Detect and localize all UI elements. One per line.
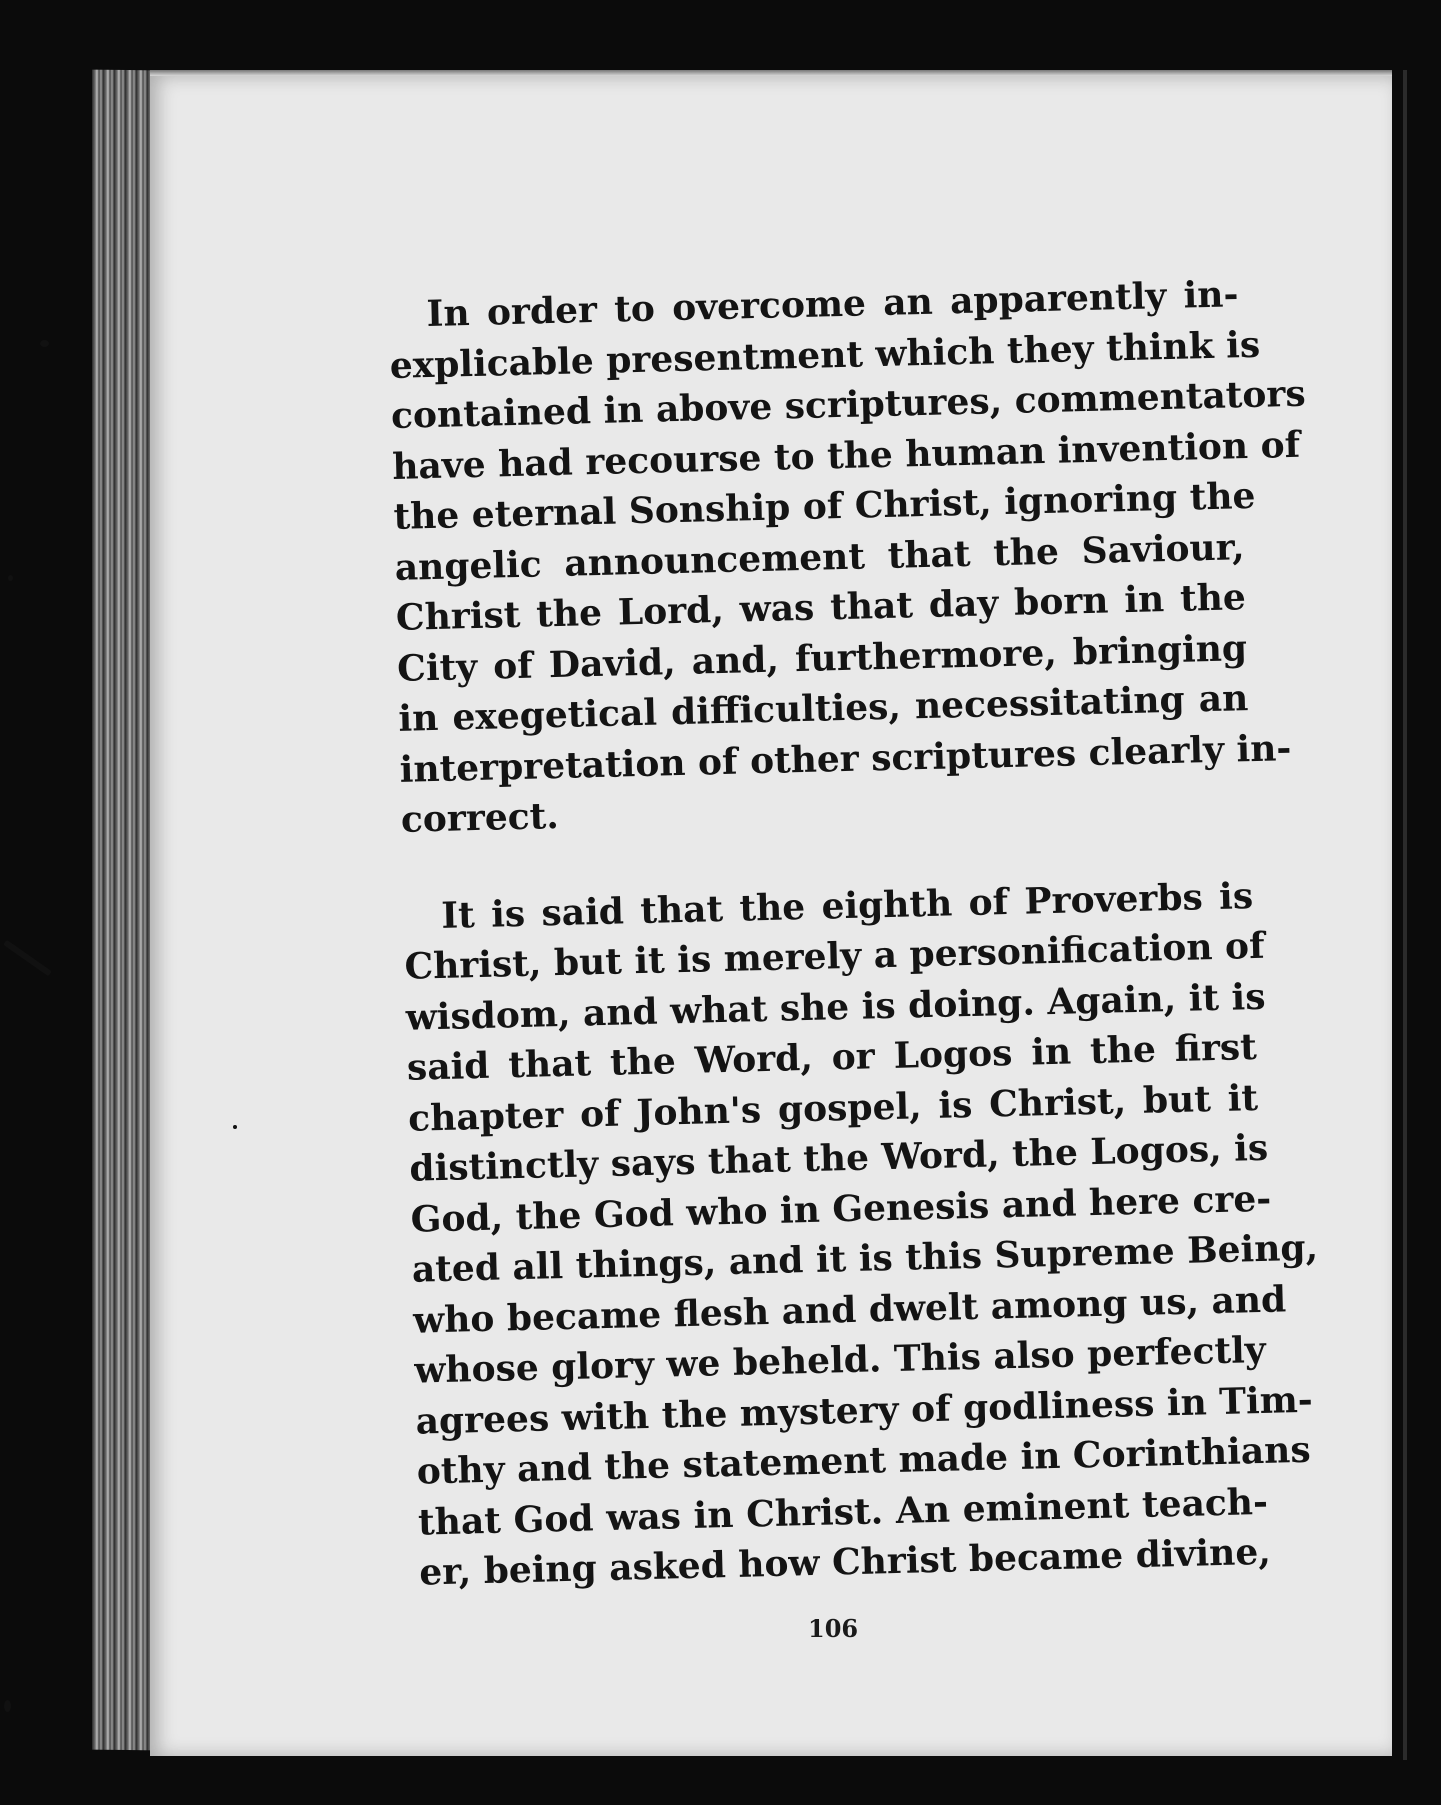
facing-page-rule [1403, 70, 1407, 1760]
text-line: who became flesh and dwelt among us, and [412, 1277, 1287, 1342]
text-line: have had recourse to the human invention of [391, 423, 1301, 488]
text-line: chapter of John's gospel, is Christ, but it [407, 1076, 1259, 1140]
facing-page-edge [1392, 70, 1441, 1760]
text-line: othy and the statement made in Corinthians [416, 1428, 1312, 1493]
text-line: in exegetical difficulties, necessitating an [397, 677, 1249, 740]
text-line: er, being asked how Christ became divine, [418, 1530, 1272, 1594]
scan-speck [8, 575, 13, 581]
paragraph-2 [403, 871, 1319, 1599]
text-line: that God was in Christ. An eminent teach- [417, 1480, 1269, 1544]
text-line: said that the Word, or Logos in the first [406, 1026, 1258, 1089]
body-text [388, 269, 1319, 1598]
text-line: Christ the Lord, was that day born in the [395, 576, 1247, 639]
text-line: wisdom, and what she is doing. Again, it is [405, 975, 1266, 1039]
scan-speck [3, 940, 51, 976]
scan-speck [40, 340, 49, 347]
text-line: angelic announcement that the Saviour, [394, 525, 1246, 589]
text-line: contained in above scriptures, commentators [390, 372, 1307, 437]
page-number: 106 [808, 1614, 859, 1643]
scan-speck [4, 1700, 11, 1712]
scan-speck [233, 1125, 237, 1129]
text-line: distinctly says that the Word, the Logos, is [408, 1126, 1269, 1190]
text-line: whose glory we beheld. This also perfectly [413, 1328, 1267, 1392]
text-line: agrees with the mystery of godliness in Tim- [415, 1378, 1314, 1443]
text-line: explicable presentment which they think is [389, 323, 1261, 387]
paragraph-1 [388, 269, 1307, 845]
text-line: God, the God who in Genesis and here cre- [410, 1177, 1272, 1241]
text-line: interpretation of other scriptures clearly in- [399, 726, 1292, 791]
text-line: It is said that the eighth of Proverbs is [440, 874, 1254, 937]
text-line: ated all things, and it is this Supreme Being, [411, 1226, 1319, 1291]
text-line: In order to overcome an apparently in- [426, 273, 1239, 336]
page-edge-stack [92, 70, 154, 1751]
text-line: City of David, and, furthermore, bringing [396, 626, 1248, 690]
text-line: the eternal Sonship of Christ, ignoring the [393, 474, 1256, 538]
text-line: Christ, but it is merely a personification of [404, 924, 1266, 988]
text-line: correct. [400, 794, 560, 841]
